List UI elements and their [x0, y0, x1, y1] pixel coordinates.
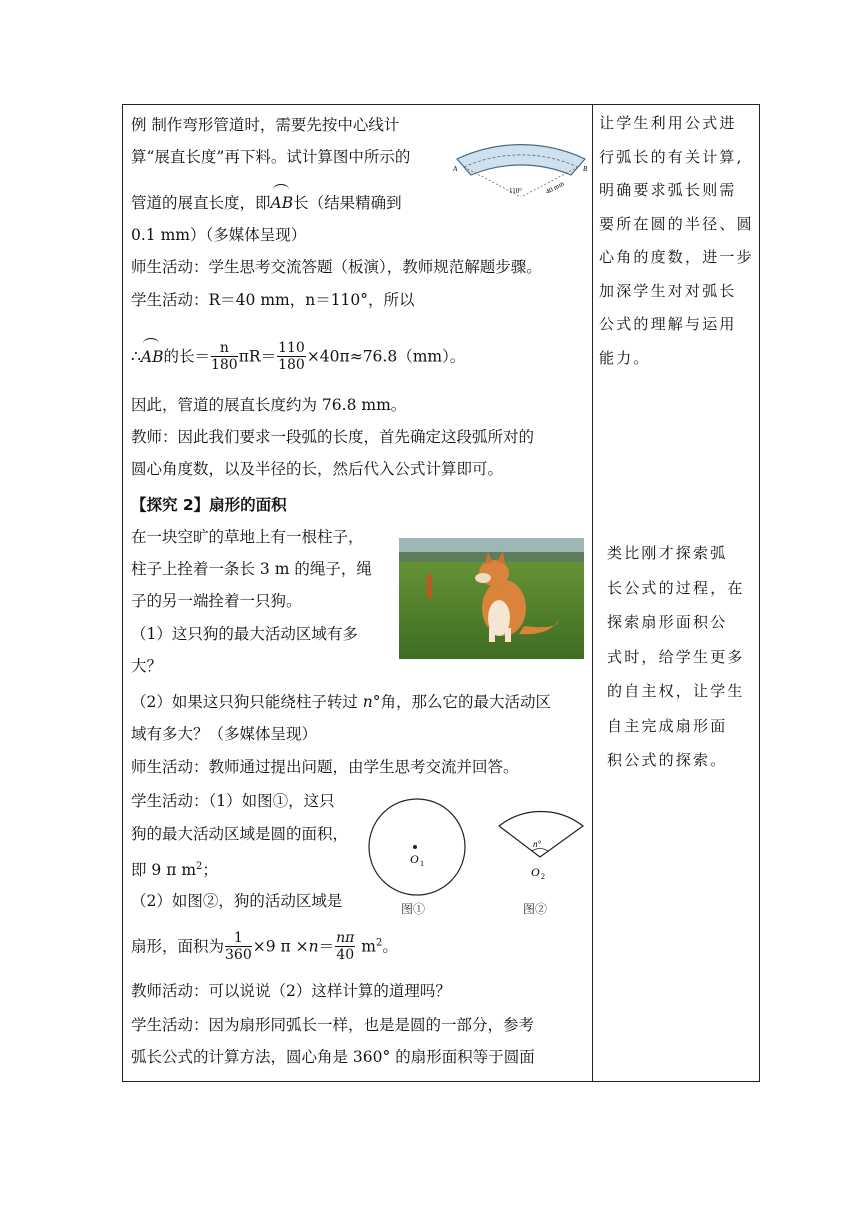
circle-figure — [363, 797, 473, 919]
figure-2-caption: 图② — [523, 902, 548, 916]
sector-center-sub: 2 — [541, 872, 545, 881]
arc-ab-label-2: AB — [140, 347, 164, 366]
example-line-4: 0.1 mm）（多媒体呈现） — [131, 226, 307, 244]
area-value: 即 9 π m — [131, 861, 197, 880]
fraction-num: 1 — [225, 931, 252, 947]
sector-formula-c: ＝ — [318, 937, 335, 956]
lesson-table — [122, 104, 760, 1082]
sector-formula-e: 。 — [382, 937, 398, 956]
formula-b: πR＝ — [238, 347, 277, 366]
note-line: 自主完成扇形面 — [607, 716, 728, 735]
problem-line-1: 在一块空旷的草地上有一根柱子， — [131, 528, 364, 546]
pipe-radius-label: 40 mm — [544, 179, 566, 196]
student-line-4: （2）如图②，狗的活动区域是 — [131, 892, 343, 910]
variable-n-2: n — [308, 937, 319, 956]
student-answer-line-1: 学生活动：因为扇形同弧长一样，也是是圆的一部分，参考 — [131, 1016, 535, 1034]
sector-formula-line — [131, 931, 398, 964]
sector-exponent: 2 — [375, 937, 383, 949]
fraction-n-180 — [211, 341, 238, 374]
note-line: 积公式的探索。 — [607, 751, 728, 769]
example-line-3 — [131, 193, 402, 213]
fraction-den: 360 — [225, 947, 252, 963]
note-line: 加深学生对对弧长 — [599, 281, 737, 300]
pipe-angle-label: 110° — [509, 187, 523, 195]
teacher-question-line: 教师活动：可以说说（2）这样计算的道理吗？ — [131, 982, 451, 1000]
problem-line-2: 柱子上拴着一条长 3 m 的绳子，绳 — [131, 560, 372, 578]
curved-pipe-figure — [451, 113, 591, 199]
note-line: 类比刚才探索弧 — [607, 544, 728, 562]
student-line-1: 学生活动：（1）如图①，这只 — [131, 792, 335, 810]
section-heading: 【探究 2】扇形的面积 — [131, 496, 287, 514]
formula-line — [131, 341, 465, 374]
design-notes-column — [599, 105, 755, 1081]
example-line-1: 例 制作弯形管道时，需要先按中心线计 — [131, 116, 400, 134]
sector-formula-d: m — [356, 937, 376, 956]
area-exponent: 2 — [196, 861, 203, 872]
note-line: 公式的理解与运用 — [599, 315, 737, 333]
sector-angle-label: n° — [533, 839, 542, 849]
note-line: 明确要求弧长则需 — [599, 181, 737, 199]
activity-line-1: 师生活动：学生思考交流答题（板演），教师规范解题步骤。 — [131, 258, 542, 276]
fraction-num: 110 — [278, 340, 305, 356]
arc-ab-label: AB — [270, 194, 294, 212]
fraction-den: 40 — [336, 947, 355, 963]
note-line: 要所在圆的半径、圆 — [599, 214, 754, 233]
pipe-label-a: A — [453, 165, 458, 173]
activity-line-2: 学生活动：R＝40 mm，n＝110°，所以 — [131, 291, 415, 309]
dog-photo — [399, 538, 584, 659]
student-answer-line-2: 弧长公式的计算方法，圆心角是 360° 的扇形面积等于圆面 — [131, 1048, 535, 1066]
formula-a: 的长＝ — [163, 347, 210, 366]
note-line: 的自主权，让学生 — [607, 682, 745, 700]
fraction-110-180 — [277, 341, 306, 374]
teacher-line-2: 圆心角度数，以及半径的长，然后代入公式计算即可。 — [131, 460, 504, 478]
note-line: 探索扇形面积公 — [607, 613, 728, 631]
question-2-line-2: 域有多大？（多媒体呈现） — [131, 725, 318, 743]
note-line: 心角的度数，进一步 — [599, 248, 754, 266]
column-divider — [592, 105, 593, 1081]
fraction-num: nπ — [336, 930, 355, 946]
note-line: 长公式的过程，在 — [607, 578, 745, 597]
circle-center-label: O — [410, 852, 419, 866]
circle-center-sub: 1 — [420, 859, 424, 868]
question-1-line-2: 大？ — [131, 657, 163, 675]
example-line-3-b: 长（结果精确到 — [293, 194, 402, 212]
fraction-den: 180 — [278, 357, 305, 373]
question-1-line-1: （1）这只狗的最大活动区域有多 — [131, 625, 358, 643]
note-line: 行弧长的有关计算, — [599, 147, 744, 166]
activity-line-3: 师生活动：教师通过提出问题，由学生思考交流并回答。 — [131, 758, 519, 776]
sector-formula-a: 扇形，面积为 — [131, 937, 225, 956]
note-line: 能力。 — [599, 348, 651, 367]
conclusion-line: 因此，管道的展直长度约为 76.8 mm。 — [131, 396, 407, 414]
student-line-2: 狗的最大活动区域是圆的面积， — [131, 825, 349, 843]
sector-formula-b: ×9 π × — [252, 937, 309, 956]
variable-n: n — [362, 693, 373, 711]
formula-c: ×40π≈76.8（mm）。 — [306, 347, 466, 366]
area-punct: ； — [202, 861, 218, 880]
pipe-label-b: B — [583, 165, 588, 173]
question-2-b: °角，那么它的最大活动区 — [372, 693, 552, 711]
note-line: 式时，给学生更多 — [607, 647, 745, 666]
fraction-npi-40 — [335, 931, 355, 964]
therefore-symbol: ∴ — [131, 347, 141, 366]
fraction-den: 180 — [210, 357, 238, 373]
fraction-num: n — [211, 341, 238, 357]
question-2-a: （2）如果这只狗只能绕柱子转过 — [131, 693, 363, 711]
note-line: 让学生利用公式进 — [599, 114, 737, 132]
sector-figure — [491, 799, 591, 919]
student-line-3 — [131, 857, 218, 880]
fraction-1-360 — [225, 931, 252, 964]
figure-1-caption: 图① — [401, 902, 426, 916]
teacher-line-1: 教师：因此我们要求一段弧的长度，首先确定这段弧所对的 — [131, 428, 535, 446]
lesson-content-column — [131, 105, 587, 1081]
example-line-3-a: 管道的展直长度，即 — [131, 194, 271, 212]
sector-center-label: O — [531, 865, 540, 879]
question-2-line-1 — [131, 692, 551, 712]
problem-line-3: 子的另一端拴着一只狗。 — [131, 592, 302, 610]
example-line-2: 算“展直长度”再下料。试计算图中所示的 — [131, 148, 411, 166]
